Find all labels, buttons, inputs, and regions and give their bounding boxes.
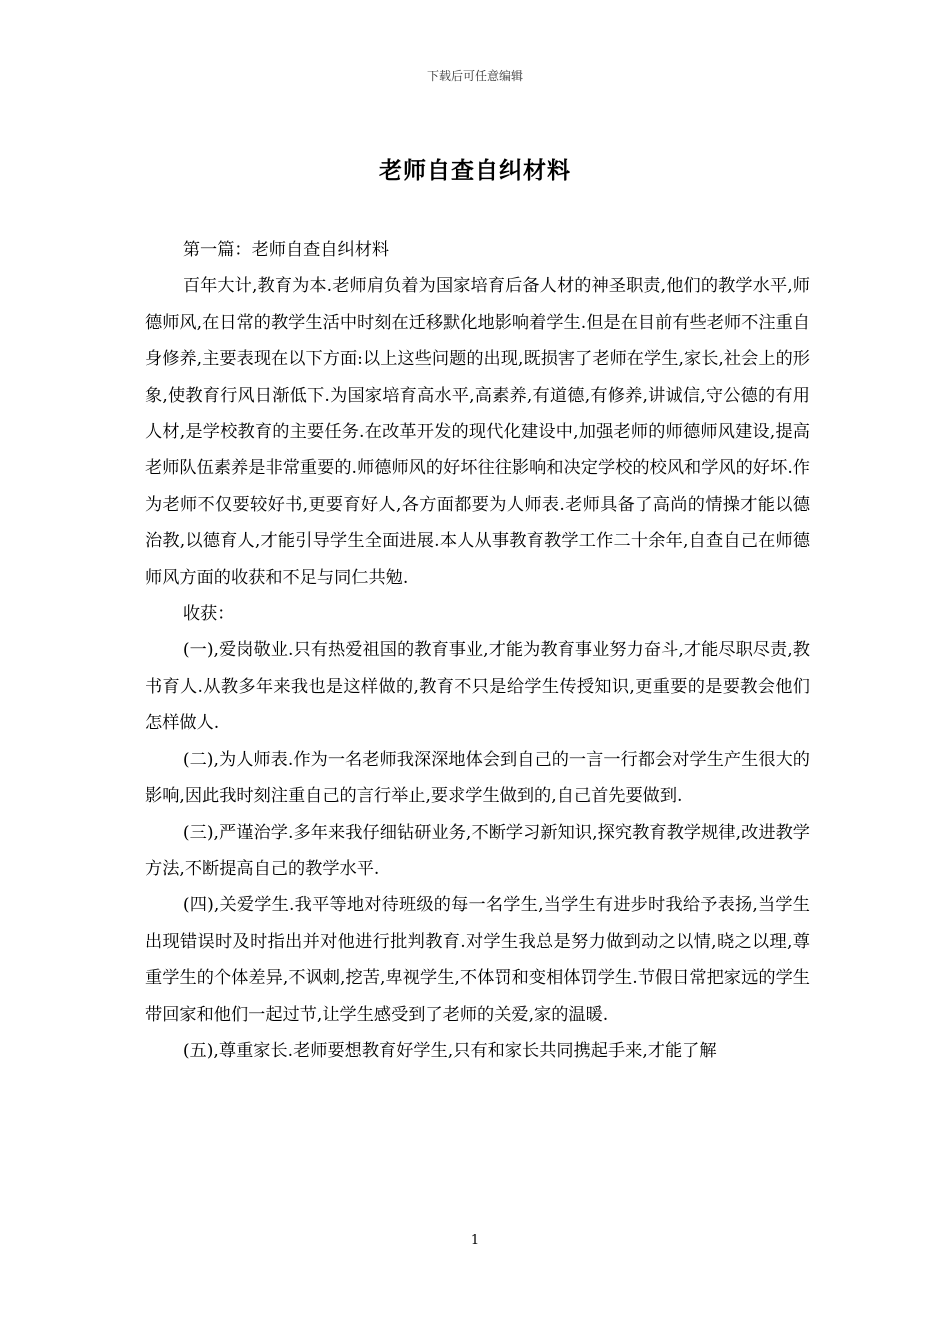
body-paragraph: (三),严谨治学.多年来我仔细钻研业务,不断学习新知识,探究教育教学规律,改进教学方法,不断提高自己的教学水平. [145,822,810,879]
body-paragraph: (一),爱岗敬业.只有热爱祖国的教育事业,才能为教育事业努力奋斗,才能尽职尽责,教书育人.从教多年来我也是这样做的,教育不只是给学生传授知识,更重要的是要教会他们怎样做人. [145,640,810,734]
section-heading: 第一篇：老师自查自纠材料 [182,240,390,260]
body-paragraph: (五),尊重家长.老师要想教育好学生,只有和家长共同携起手来,才能了解 [182,1040,717,1061]
document-body [145,232,810,1069]
subsection-heading: 收获： [182,604,235,625]
body-paragraph: (四),关爱学生.我平等地对待班级的每一名学生,当学生有进步时我给予表扬,当学生出现错误时及时指出并对他进行批判教育.对学生我总是努力做到动之以情,晓之以理,尊重学生的个体差异,不讽刺,挖苦,卑视学生,不体罚和变相体罚学生.节假日常把家远的学生带回家和他们一起过节,让学生感受到了老师的关爱,家的温暖. [145,895,810,1025]
body-paragraph: 百年大计,教育为本.老师肩负着为国家培育后备人材的神圣职责,他们的教学水平,师德师风,在日常的教学生活中时刻在迁移默化地影响着学生.但是在目前有些老师不注重自身修养,主要表现在以下方面:以上这些问题的出现,既损害了老师在学生,家长,社会上的形象,使教育行风日渐低下.为国家培育高水平,高素养,有道德,有修养,讲诚信,守公德的有用人材,是学校教育的主要任务.在改革开发的现代化建设中,加强老师的师德师风建设,提高老师队伍素养是非常重要的.师德师风的好坏往往影响和决定学校的校风和学风的好坏.作为老师不仅要较好书,更要育好人,各方面都要为人师表.老师具备了高尚的情操才能以德治教,以德育人,才能引导学生全面进展.本人从事教育教学工作二十余年,自查自己在师德师风方面的收获和不足与同仁共勉. [145,276,810,588]
page-number: 1 [470,1233,480,1248]
document-title: 老师自查自纠材料 [379,158,571,184]
body-paragraph: (二),为人师表.作为一名老师我深深地体会到自己的一言一行都会对学生产生很大的影响,因此我时刻注重自己的言行举止,要求学生做到的,自己首先要做到. [145,749,810,807]
page-header-note: 下载后可任意编辑 [426,69,523,83]
